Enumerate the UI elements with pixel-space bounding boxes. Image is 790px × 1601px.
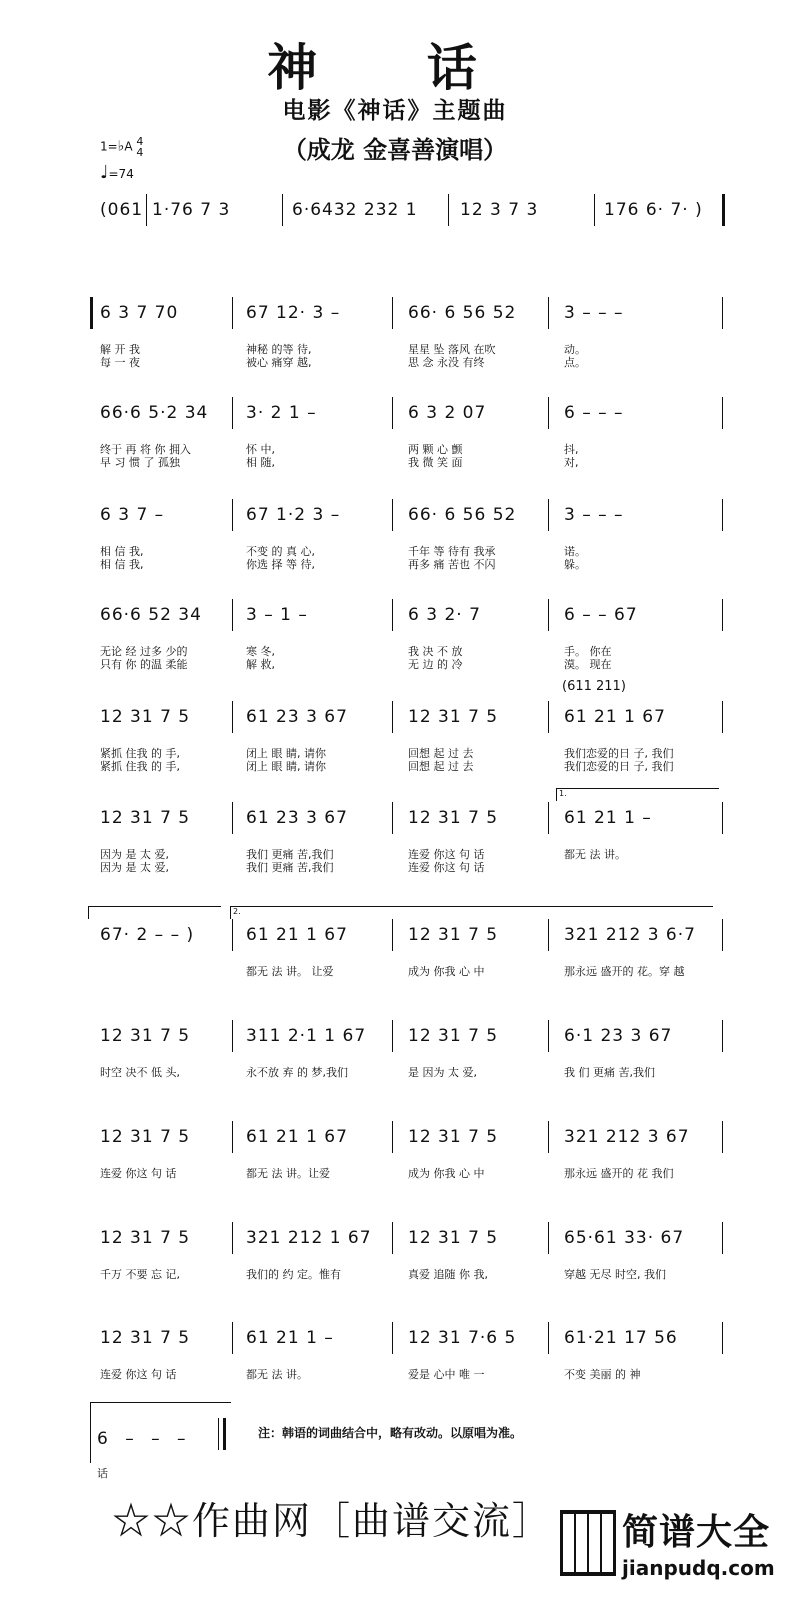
barline (722, 1222, 723, 1254)
tempo-value: =74 (108, 167, 134, 181)
lyric-segment: 时空 决不 低 头, (100, 1066, 180, 1079)
barline (548, 701, 549, 733)
lyric-segment: 我们 更痛 苦,我们 (246, 848, 334, 861)
measure: 3 – – – (564, 505, 624, 525)
barline (548, 919, 549, 951)
lyric-segment: 因为 是 太 爱, (100, 861, 169, 874)
notes-line (86, 303, 736, 333)
key-letter: A (124, 139, 133, 154)
barline (548, 1121, 549, 1153)
measure: 61 23 3 67 (246, 808, 348, 828)
barline (232, 1322, 233, 1354)
lyric-segment: 神秘 的等 待, (246, 343, 312, 356)
lyric-segment: 千万 不要 忘 记, (100, 1268, 180, 1281)
measure: 61 21 1 67 (246, 1127, 348, 1147)
lyric-segment: 是 因为 太 爱, (408, 1066, 477, 1079)
barline (548, 1020, 549, 1052)
logo (560, 1500, 790, 1600)
lyric-segment: 只有 你 的温 柔能 (100, 658, 188, 671)
lyric-segment: 闭上 眼 睛, 请你 (246, 747, 326, 760)
lyric-segment: 成为 你我 心 中 (408, 1167, 485, 1180)
lyric-segment: 成为 你我 心 中 (408, 965, 485, 978)
measure: 67 1·2 3 – (246, 505, 341, 525)
measure: 61 21 1 67 (246, 925, 348, 945)
barline (146, 194, 147, 226)
lyric-segment: 穿越 无尽 时空, 我们 (564, 1268, 666, 1281)
lyric-segment: 紧抓 住我 的 手, (100, 760, 180, 773)
barline (722, 1322, 723, 1354)
notes-line (86, 1026, 736, 1056)
barline (232, 701, 233, 733)
measure: 66·6 5·2 34 (100, 403, 209, 423)
notes-line (86, 1328, 736, 1358)
lyric-segment: 相 信 我, (100, 545, 144, 558)
measure: 61 21 1 67 (564, 707, 666, 727)
notes-line (86, 925, 736, 955)
barline (722, 297, 723, 329)
key-signature (100, 136, 143, 158)
lyric-segment: 回想 起 过 去 (408, 760, 474, 773)
lyric-segment: 解 救, (246, 658, 275, 671)
measure: 321 212 3 6·7 (564, 925, 696, 945)
lyric-segment: 我们恋爱的日 子, 我们 (564, 747, 674, 760)
measure: 12 31 7 5 (100, 1026, 191, 1046)
barline (392, 701, 393, 733)
measure: 12 31 7 5 (408, 808, 499, 828)
measure: 6·1 23 3 67 (564, 1026, 673, 1046)
measure: 61 21 1 – (246, 1328, 334, 1348)
barline (722, 599, 723, 631)
lyric-segment: 我 们 更痛 苦,我们 (564, 1066, 655, 1079)
tempo-mark (100, 162, 134, 183)
measure: 6 – – – (564, 403, 624, 423)
barline (392, 297, 393, 329)
notes-line (86, 1127, 736, 1157)
notes-line (86, 1228, 736, 1258)
measure: 66·6 52 34 (100, 605, 202, 625)
lyric-segment: 真爱 追随 你 我, (408, 1268, 488, 1281)
barline (232, 499, 233, 531)
lyric-segment: 不变 美丽 的 神 (564, 1368, 641, 1381)
barline (392, 919, 393, 951)
barline (722, 1020, 723, 1052)
measure: 67 12· 3 – (246, 303, 341, 323)
time-signature (136, 136, 143, 158)
measure: 12 31 7 5 (408, 1026, 499, 1046)
notes-line (86, 505, 736, 535)
logo-url: jianpudq.com (622, 1556, 775, 1580)
barline (392, 1020, 393, 1052)
barline (232, 599, 233, 631)
lyric-segment: 千年 等 待有 我承 (408, 545, 496, 558)
measure: 61 21 1 – (564, 808, 652, 828)
measure: 3 – – – (564, 303, 624, 323)
ending-lyric: 话 (97, 1467, 108, 1480)
barline (232, 919, 233, 951)
time-unit: 4 (136, 146, 144, 159)
lyric-segment: 我 决 不 放 (408, 645, 463, 658)
barline (548, 499, 549, 531)
lyric-segment: 点。 (564, 356, 586, 369)
barline (722, 919, 723, 951)
lyric-segment: 紧抓 住我 的 手, (100, 747, 180, 760)
lyric-segment: 永不放 弃 的 梦,我们 (246, 1066, 348, 1079)
song-subtitle: 电影《神话》主题曲 (282, 97, 508, 124)
volta-1-end (88, 906, 221, 919)
measure: (061 (100, 200, 144, 220)
key-prefix: 1= (100, 139, 118, 154)
measure: 66· 6 56 52 (408, 303, 517, 323)
lyric-segment: 都无 法 讲。 让爱 (246, 965, 334, 978)
lyric-segment: 对, (564, 456, 579, 469)
notes-line (86, 200, 736, 230)
notes-line (86, 808, 736, 838)
annotation: (611 211) (562, 679, 626, 694)
lyric-segment: 漠。 现在 (564, 658, 612, 671)
measure: 61 23 3 67 (246, 707, 348, 727)
lyric-segment: 连爱 你这 句 话 (408, 848, 485, 861)
lyric-segment: 星星 坠 落风 在吹 (408, 343, 496, 356)
lyric-segment: 连爱 你这 句 话 (408, 861, 485, 874)
barline (392, 1121, 393, 1153)
barline (232, 397, 233, 429)
footer-site: ☆☆作曲网［曲谱交流］ (112, 1499, 553, 1543)
barline (548, 397, 549, 429)
lyric-segment: 怀 中, (246, 443, 275, 456)
barline (594, 194, 595, 226)
barline (232, 297, 233, 329)
lyric-segment: 都无 法 讲。 (246, 1368, 308, 1381)
barline (232, 1222, 233, 1254)
volta-2-label: 2. (233, 907, 241, 916)
lyric-segment: 我们 更痛 苦,我们 (246, 861, 334, 874)
barline (392, 1222, 393, 1254)
lyric-segment: 那永远 盛开的 花。穿 越 (564, 965, 685, 978)
measure: 12 31 7 5 (100, 1328, 191, 1348)
lyric-segment: 寒 冬, (246, 645, 275, 658)
lyric-segment: 躲。 (564, 558, 586, 571)
lyric-segment: 不变 的 真 心, (246, 545, 315, 558)
lyric-segment: 诺。 (564, 545, 586, 558)
barline (448, 194, 449, 226)
ending-note: 6 – – – (97, 1429, 192, 1449)
barline (722, 397, 723, 429)
lyric-segment: 因为 是 太 爱, (100, 848, 169, 861)
barline (232, 1020, 233, 1052)
lyric-segment: 动。 (564, 343, 586, 356)
measure: 12 31 7 5 (408, 707, 499, 727)
lyric-segment: 你选 择 等 待, (246, 558, 315, 571)
lyric-segment: 两 颗 心 颤 (408, 443, 463, 456)
measure: 12 31 7 5 (100, 1127, 191, 1147)
barline (722, 701, 723, 733)
piano-icon (560, 1510, 616, 1576)
repeat-start-barline (90, 297, 93, 329)
time-beats: 4 (136, 135, 144, 148)
barline (722, 802, 723, 834)
measure: 12 31 7 5 (100, 808, 191, 828)
lyric-segment: 再多 痛 苦也 不闪 (408, 558, 496, 571)
lyric-segment: 爱是 心中 唯 一 (408, 1368, 485, 1381)
lyric-segment: 手。 你在 (564, 645, 612, 658)
measure: 6 3 2 07 (408, 403, 487, 423)
barline (392, 599, 393, 631)
lyric-segment: 回想 起 过 去 (408, 747, 474, 760)
flat-sign: ♭ (117, 138, 125, 155)
barline (392, 499, 393, 531)
measure: 12 31 7·6 5 (408, 1328, 517, 1348)
barline (722, 1121, 723, 1153)
measure: 67· 2 – – ) (100, 925, 195, 945)
measure: 6 – – 67 (564, 605, 638, 625)
volta-2 (230, 906, 713, 919)
barline (548, 802, 549, 834)
lyric-segment: 连爱 你这 句 话 (100, 1368, 177, 1381)
barline (548, 297, 549, 329)
comment-note: 注：韩语的词曲结合中，略有改动。以原唱为准。 (258, 1426, 523, 1440)
lyric-segment: 闭上 眼 睛, 请你 (246, 760, 326, 773)
volta-1-label: 1. (559, 789, 567, 798)
barline (392, 397, 393, 429)
lyric-segment: 我们的 约 定。惟有 (246, 1268, 341, 1281)
quarter-note-icon: ♩ (100, 162, 109, 183)
notes-line (86, 605, 736, 635)
ending-box (90, 1402, 231, 1480)
measure: 6 3 7 70 (100, 303, 179, 323)
measure: 12 31 7 5 (408, 925, 499, 945)
measure: 3 – 1 – (246, 605, 308, 625)
measure: 6 3 7 – (100, 505, 165, 525)
lyric-segment: 每 一 夜 (100, 356, 140, 369)
lyric-segment: 思 念 永没 有终 (408, 356, 485, 369)
measure: 12 31 7 5 (408, 1127, 499, 1147)
barline (722, 499, 723, 531)
barline (548, 599, 549, 631)
lyric-segment: 被心 痛穿 越, (246, 356, 312, 369)
measure: 3· 2 1 – (246, 403, 317, 423)
measure: 12 3 7 3 (460, 200, 539, 220)
measure: 12 31 7 5 (100, 707, 191, 727)
lyric-segment: 解 开 我 (100, 343, 140, 356)
notes-line (86, 403, 736, 433)
volta-1 (556, 788, 719, 801)
song-title: 神 话 (267, 38, 523, 97)
song-singers: （成龙 金喜善演唱） (282, 135, 508, 164)
final-barline (218, 1418, 226, 1450)
measure: 321 212 1 67 (246, 1228, 372, 1248)
measure: 12 31 7 5 (100, 1228, 191, 1248)
barline (548, 1322, 549, 1354)
lyric-segment: 连爱 你这 句 话 (100, 1167, 177, 1180)
measure: 321 212 3 67 (564, 1127, 690, 1147)
measure: 12 31 7 5 (408, 1228, 499, 1248)
barline (548, 1222, 549, 1254)
barline (392, 1322, 393, 1354)
lyric-segment: 无论 经 过多 少的 (100, 645, 188, 658)
barline (392, 802, 393, 834)
notes-line (86, 707, 736, 737)
lyric-segment: 我 微 笑 面 (408, 456, 463, 469)
lyric-segment: 都无 法 讲。 (564, 848, 626, 861)
barline (232, 802, 233, 834)
measure: 6 3 2· 7 (408, 605, 481, 625)
lyric-segment: 我们恋爱的日 子, 我们 (564, 760, 674, 773)
lyric-segment: 抖, (564, 443, 579, 456)
measure: 1·76 7 3 (152, 200, 231, 220)
measure: 311 2·1 1 67 (246, 1026, 367, 1046)
measure: 6·6432 232 1 (292, 200, 418, 220)
lyric-segment: 那永远 盛开的 花 我们 (564, 1167, 674, 1180)
lyric-segment: 终于 再 将 你 拥入 (100, 443, 191, 456)
lyric-segment: 相 信 我, (100, 558, 144, 571)
lyric-segment: 无 边 的 冷 (408, 658, 463, 671)
barline (282, 194, 283, 226)
lyric-segment: 都无 法 讲。让爱 (246, 1167, 330, 1180)
measure: 176 6· 7· ) (604, 200, 703, 220)
measure: 66· 6 56 52 (408, 505, 517, 525)
lyric-segment: 相 随, (246, 456, 275, 469)
barline (722, 194, 725, 226)
lyric-segment: 早 习 惯 了 孤独 (100, 456, 180, 469)
measure: 61·21 17 56 (564, 1328, 678, 1348)
barline (232, 1121, 233, 1153)
measure: 65·61 33· 67 (564, 1228, 685, 1248)
logo-name: 简谱大全 (622, 1512, 771, 1553)
